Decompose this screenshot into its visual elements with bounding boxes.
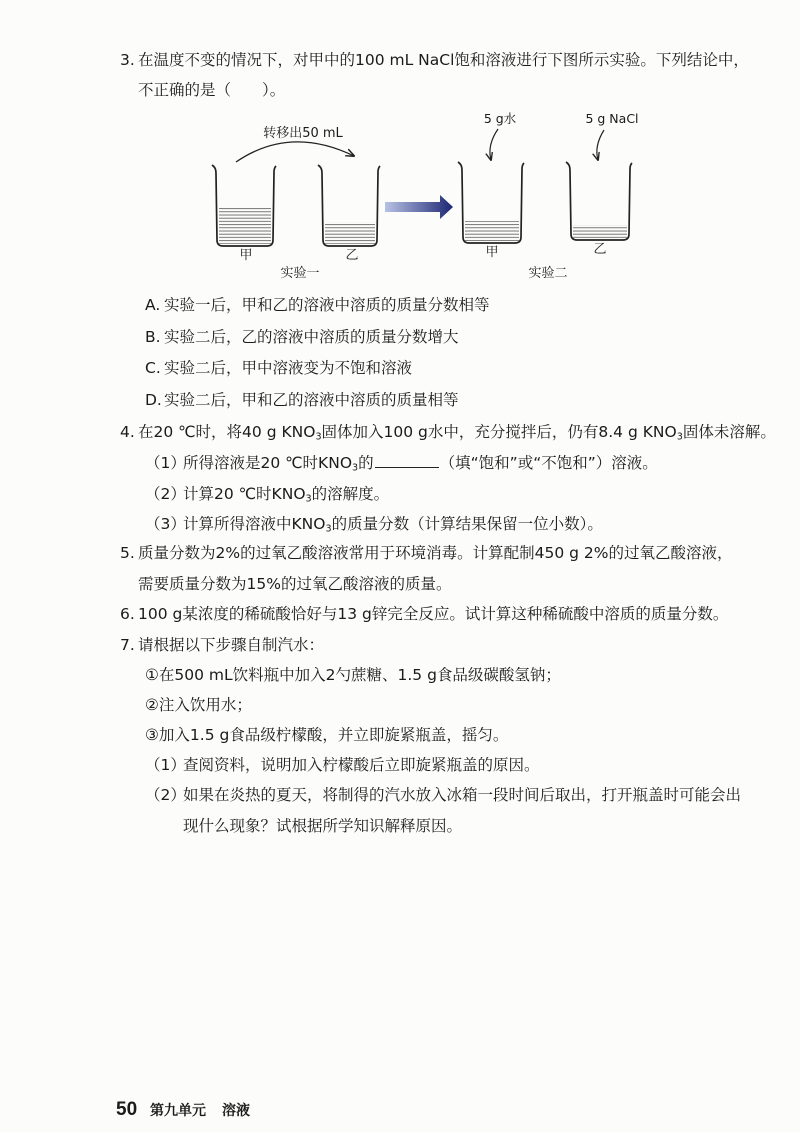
add-salt-arrow xyxy=(597,130,604,160)
question-6-line xyxy=(120,602,728,626)
question-4-part-1 xyxy=(145,451,658,475)
section-title: 溶液 xyxy=(222,1103,250,1119)
option-a xyxy=(145,293,490,317)
part-text: 如果在炎热的夏天，将制得的汽水放入冰箱一段时间后取出，打开瓶盖时可能会出 xyxy=(183,786,742,804)
beaker-b-liquid xyxy=(325,222,375,244)
question-number: 6. xyxy=(120,605,135,623)
add-salt-label: 5 g NaCl xyxy=(585,111,639,126)
beaker-b2-liquid xyxy=(573,225,627,238)
text-run: 所得溶液是20 ℃时KNO xyxy=(183,454,353,472)
question-5-line-2 xyxy=(138,572,451,596)
answer-blank xyxy=(375,453,439,468)
part-label: （2） xyxy=(145,485,186,503)
option-c xyxy=(145,356,412,380)
experiment-diagram xyxy=(190,100,660,290)
part-text-before xyxy=(183,454,374,472)
question-text: 不正确的是（ ）。 xyxy=(138,81,286,99)
question-3-line-2 xyxy=(138,78,285,102)
question-4-line xyxy=(120,420,776,444)
part-label: （2） xyxy=(145,786,186,804)
part-text xyxy=(183,485,389,503)
option-label: D. xyxy=(145,391,162,409)
beaker-b-label: 乙 xyxy=(345,248,359,263)
question-text: 请根据以下步骤自制汽水： xyxy=(138,636,325,654)
question-7-step-1 xyxy=(145,663,561,687)
experiment-1-caption: 实验一 xyxy=(280,266,320,281)
question-3-line-1 xyxy=(120,48,749,72)
question-7-line xyxy=(120,633,324,657)
option-text: 实验二后，甲和乙的溶液中溶质的质量相等 xyxy=(164,391,459,409)
part-label: （1） xyxy=(145,454,186,472)
subscript: 3 xyxy=(676,431,683,443)
subscript: 3 xyxy=(305,493,312,505)
part-label: （3） xyxy=(145,515,186,533)
question-text: 100 g某浓度的稀硫酸恰好与13 g锌完全反应。试计算这种稀硫酸中溶质的质量分数。 xyxy=(138,605,729,623)
question-7-step-3 xyxy=(145,723,508,747)
subscript: 3 xyxy=(352,462,359,474)
question-text: 需要质量分数为15%的过氧乙酸溶液的质量。 xyxy=(138,575,452,593)
text-run: 计算20 ℃时KNO xyxy=(183,485,306,503)
add-water-arrow xyxy=(490,129,498,160)
option-label: A. xyxy=(145,296,161,314)
question-5-line-1 xyxy=(120,541,732,565)
subscript: 3 xyxy=(315,431,322,443)
question-text: 在温度不变的情况下，对甲中的100 mL NaCl饱和溶液进行下图所示实验。下列结论中， xyxy=(138,51,749,69)
beaker-a-liquid xyxy=(219,208,271,244)
text-run: 计算所得溶液中KNO xyxy=(183,515,326,533)
option-b xyxy=(145,325,459,349)
step-mark: ② xyxy=(145,696,159,714)
part-text: 现什么现象？试根据所学知识解释原因。 xyxy=(183,817,463,835)
option-text: 实验二后，乙的溶液中溶质的质量分数增大 xyxy=(164,328,459,346)
step-mark: ③ xyxy=(145,726,159,744)
option-text: 实验一后，甲和乙的溶液中溶质的质量分数相等 xyxy=(164,296,490,314)
text-run: 的质量分数（计算结果保留一位小数）。 xyxy=(331,515,603,533)
add-water-label: 5 g水 xyxy=(483,111,517,126)
part-text xyxy=(183,515,603,533)
text-run: 的 xyxy=(358,454,374,472)
transfer-arrow xyxy=(236,142,354,162)
step-text: 注入饮用水； xyxy=(158,696,252,714)
option-label: C. xyxy=(145,359,161,377)
option-text: 实验二后，甲中溶液变为不饱和溶液 xyxy=(164,359,413,377)
question-7-part-2-line-2 xyxy=(183,814,462,838)
text-run: 固体未溶解。 xyxy=(682,423,776,441)
beaker-a2-label: 甲 xyxy=(485,245,499,260)
question-text xyxy=(138,423,776,441)
question-text: 质量分数为2%的过氧乙酸溶液常用于环境消毒。计算配制450 g 2%的过氧乙酸溶液， xyxy=(138,544,733,562)
beaker-a2-liquid xyxy=(465,221,519,241)
step-mark: ① xyxy=(145,666,159,684)
question-number: 7. xyxy=(120,636,135,654)
part-text-after: （填“饱和”或“不饱和”）溶液。 xyxy=(439,454,658,472)
question-4-part-2 xyxy=(145,482,389,506)
question-7-part-1 xyxy=(145,753,540,777)
step-text: 加入1.5 g食品级柠檬酸，并立即旋紧瓶盖，摇匀。 xyxy=(158,726,509,744)
unit-title: 第九单元 xyxy=(150,1103,206,1119)
question-number: 4. xyxy=(120,423,135,441)
text-run: 的溶解度。 xyxy=(311,485,390,503)
option-label: B. xyxy=(145,328,161,346)
question-7-step-2 xyxy=(145,693,252,717)
beaker-a-label: 甲 xyxy=(239,248,253,263)
part-label: （1） xyxy=(145,756,186,774)
step-text: 在500 mL饮料瓶中加入2勺蔗糖、1.5 g食品级碳酸氢钠； xyxy=(158,666,561,684)
question-number: 5. xyxy=(120,544,135,562)
text-run: 固体加入100 g水中，充分搅拌后，仍有8.4 g KNO xyxy=(321,423,677,441)
part-text: 查阅资料，说明加入柠檬酸后立即旋紧瓶盖的原因。 xyxy=(183,756,540,774)
text-run: 在20 ℃时，将40 g KNO xyxy=(138,423,316,441)
beaker-b2-label: 乙 xyxy=(593,242,607,257)
experiment-2-caption: 实验二 xyxy=(528,266,568,281)
question-7-part-2-line-1 xyxy=(145,783,741,807)
question-number: 3. xyxy=(120,51,135,69)
page-number: 50 xyxy=(116,1099,138,1120)
question-4-part-3 xyxy=(145,512,603,536)
right-arrow-icon xyxy=(385,195,453,219)
transfer-label: 转移出50 mL xyxy=(263,126,343,141)
option-d xyxy=(145,388,459,412)
subscript: 3 xyxy=(325,523,332,535)
